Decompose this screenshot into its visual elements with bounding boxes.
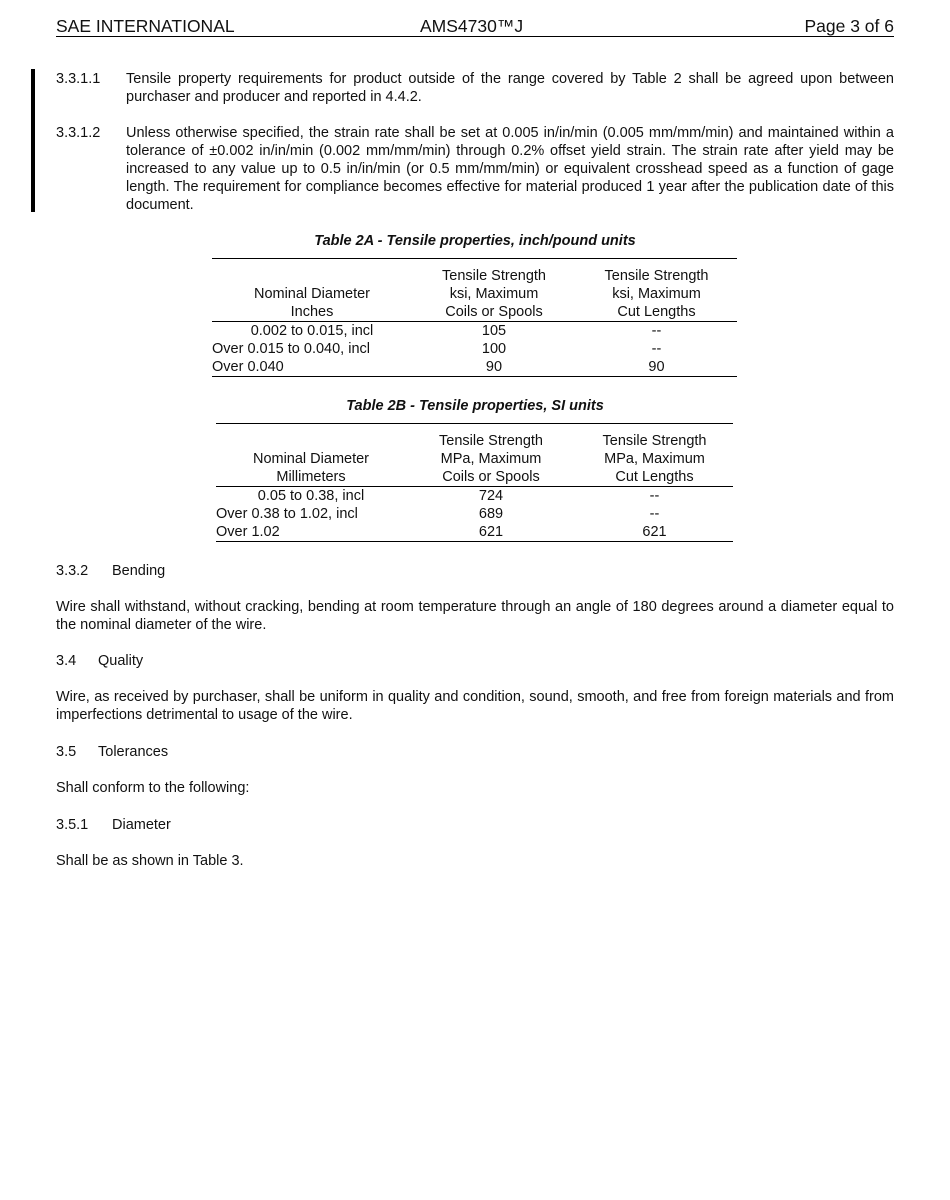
table-row [216,487,733,506]
section-text-3-3-2: Wire shall withstand, without cracking, bending at room temperature through an angle of 180 degrees around a diameter equal to the nominal diameter of the wire. [56,599,894,633]
section-title-tolerances: Tolerances [98,744,169,760]
table-2a-header: Tensile Strength [442,268,546,284]
table-2a-header [212,267,412,285]
section-number-3-4: 3.4 [56,653,77,669]
section-number-3-3-2: 3.3.2 [56,563,89,579]
section-text-3-3-1-1: Tensile property requirements for product outside of the range covered by Table 2 shall be agreed upon between purchaser and producer and reported in 4.4.2. [126,71,894,105]
revision-change-bar [31,69,35,212]
table-2b-header: Coils or Spools [406,468,576,487]
section-number-3-5: 3.5 [56,744,77,760]
table-cell: 90 [576,358,737,377]
table-row [212,322,737,341]
document-id: AMS4730™J [420,16,524,36]
table-cell: -- [649,488,660,504]
table-row [216,505,733,523]
table-cell: Over 0.38 to 1.02, incl [216,506,358,522]
section-number-3-3-1-1: 3.3.1.1 [56,71,101,87]
page-number: Page 3 of 6 [804,16,894,36]
table-cell: 689 [478,506,504,522]
table-cell: 0.05 to 0.38, incl [257,488,365,504]
table-cell: -- [651,323,662,339]
section-number-3-3-1-2: 3.3.1.2 [56,125,101,141]
table-cell: -- [649,506,660,522]
table-cell: Over 0.040 [212,358,412,377]
table-2a [212,258,737,377]
table-2b [216,423,733,542]
table-cell: Over 1.02 [216,523,406,542]
table-2b-title: Table 2B - Tensile properties, SI units [346,398,604,414]
page-header [56,16,894,37]
table-2a-header: Coils or Spools [412,303,576,322]
section-text-3-3-1-2: Unless otherwise specified, the strain rate shall be set at 0.005 in/in/min (0.005 mm/mm/min) and maintained within a tolerance of ±0.002 in/in/min (0.002 mm/mm/min) through 0.2% offset yield strain. The strain rate after yield may be increased to any value up to 0.5 in/in/min (or 0.5 mm/mm/min) or equivalent crosshead speed as a function of gage length. The requirement for compliance becomes effective for material produced 1 year after the publication date of this document. [126,125,894,213]
table-2b-header: MPa, Maximum [604,451,705,467]
table-row [212,358,737,377]
table-cell: Over 0.015 to 0.040, incl [212,341,370,357]
table-2b-header: Tensile Strength [439,433,543,449]
table-cell: 621 [576,523,733,542]
table-2a-header: Nominal Diameter [253,286,371,302]
table-cell: 90 [412,358,576,377]
section-title-diameter: Diameter [112,817,171,833]
table-cell: 621 [406,523,576,542]
table-cell: 105 [481,323,507,339]
section-number-3-5-1: 3.5.1 [56,817,89,833]
section-text-3-5: Shall conform to the following: [56,780,250,796]
section-text-3-4: Wire, as received by purchaser, shall be uniform in quality and condition, sound, smooth, and free from foreign materials and from imperfections detrimental to usage of the wire. [56,689,894,723]
section-title-quality: Quality [98,653,144,669]
table-2b-header: Nominal Diameter [252,451,370,467]
table-cell: 100 [481,341,507,357]
table-2a-title: Table 2A - Tensile properties, inch/pound units [314,233,636,249]
table-2a-header: Tensile Strength [604,268,709,284]
table-cell: 724 [478,488,504,504]
section-text-3-5-1: Shall be as shown in Table 3. [56,853,244,869]
table-cell: 0.002 to 0.015, incl [250,323,374,339]
table-2a-header: Cut Lengths [576,303,737,322]
table-2b-header: MPa, Maximum [440,451,542,467]
table-2b-header [216,432,406,450]
table-2a-header: ksi, Maximum [449,286,539,302]
table-row [216,523,733,542]
table-2b-header: Tensile Strength [602,433,707,449]
org-name: SAE INTERNATIONAL [56,16,235,36]
table-2a-header: ksi, Maximum [612,286,701,302]
table-cell: -- [651,341,662,357]
table-2b-header: Cut Lengths [576,468,733,487]
table-2b-header: Millimeters [216,468,406,487]
table-2a-header: Inches [212,303,412,322]
table-row [212,340,737,358]
section-title-bending: Bending [112,563,166,579]
